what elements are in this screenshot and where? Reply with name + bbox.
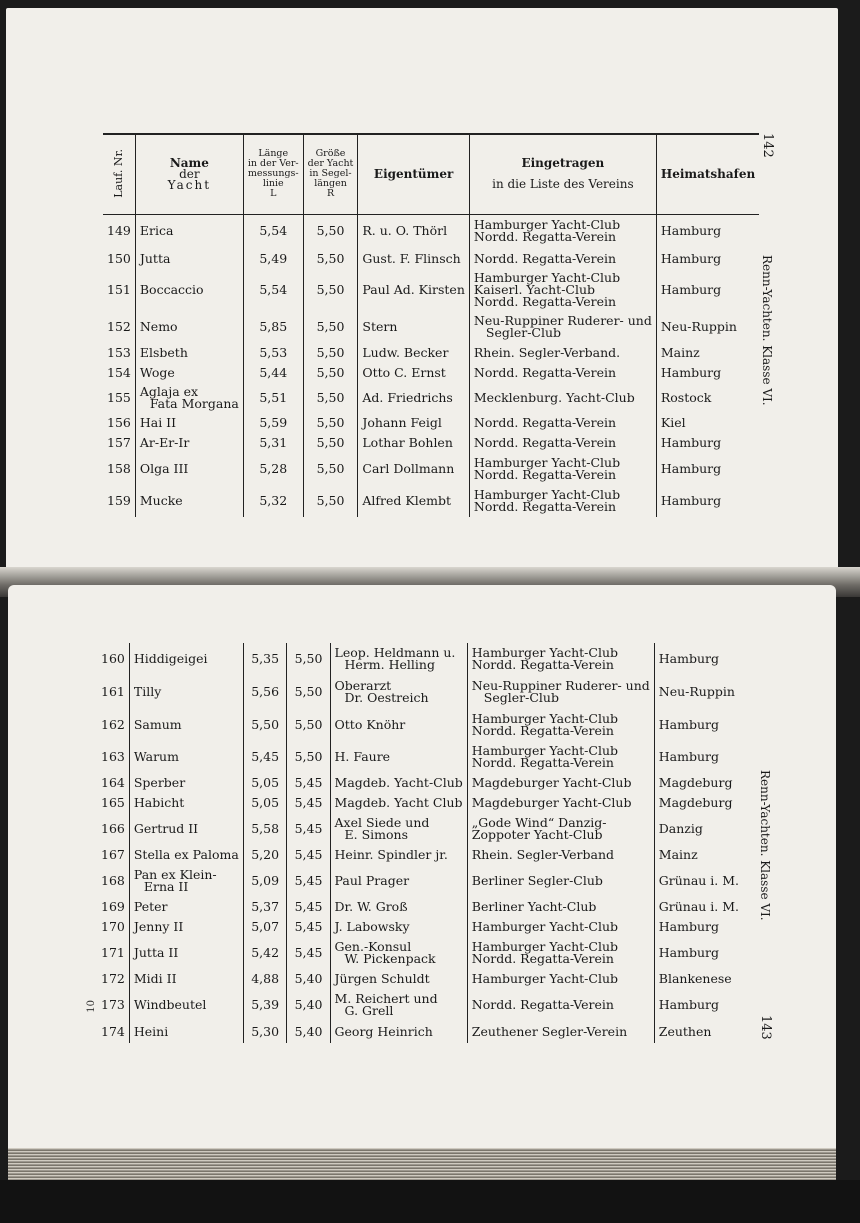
yacht-name-cell: Pan ex Klein- Erna II <box>129 865 243 897</box>
background <box>0 1180 860 1223</box>
yacht-name-cell: Woge <box>135 362 243 383</box>
home-port-cell: Magdeburg <box>658 795 733 810</box>
club-cell: Hamburger Yacht-Club Nordd. Regatta-Verein <box>467 643 654 675</box>
table-row <box>103 453 759 485</box>
length-l-cell: 5,32 <box>243 485 303 517</box>
signature-mark: 10 <box>86 1000 97 1013</box>
length-l-cell: 5,50 <box>243 709 287 741</box>
header-owner: Eigentümer <box>358 134 470 214</box>
table-row <box>97 969 745 989</box>
lauf-nr-cell: 169 <box>97 897 129 917</box>
lauf-nr-cell: 164 <box>97 773 129 793</box>
length-l-cell: 5,54 <box>243 269 303 311</box>
yacht-name-cell: Warum <box>129 741 243 773</box>
home-port-cell: Grünau i. M. <box>658 899 740 914</box>
home-port-cell: Hamburg <box>660 250 722 266</box>
club-cell: Mecklenburg. Yacht-Club <box>469 383 656 413</box>
length-l-cell: 5,07 <box>243 917 287 937</box>
header-length: Länge in der Ver- messungs- linie L <box>243 134 303 214</box>
yacht-name-cell: Peter <box>129 897 243 917</box>
yacht-name-cell: Tilly <box>129 675 243 709</box>
table-row <box>97 845 745 865</box>
length-l-cell: 5,30 <box>243 1021 287 1043</box>
size-r-cell: 5,45 <box>287 793 330 813</box>
lauf-nr-cell: 168 <box>97 865 129 897</box>
length-l-cell: 5,44 <box>243 362 303 383</box>
table-row <box>97 643 745 675</box>
size-r-cell: 5,50 <box>303 383 358 413</box>
owner-cell: Alfred Klembt <box>358 485 470 517</box>
owner-cell: Gen.-Konsul W. Pickenpack <box>330 937 467 969</box>
size-r-cell: 5,45 <box>287 897 330 917</box>
owner-cell: Otto Knöhr <box>330 709 467 741</box>
club-cell: Hamburger Yacht-Club <box>467 917 654 937</box>
home-port-cell: Kiel <box>660 415 686 430</box>
table-row <box>103 248 759 269</box>
owner-cell: Otto C. Ernst <box>358 362 470 383</box>
length-l-cell: 5,05 <box>243 793 287 813</box>
club-cell: Hamburger Yacht-Club Nordd. Regatta-Verein <box>469 453 656 485</box>
home-port-cell: Hamburg <box>658 717 720 732</box>
length-l-cell: 5,51 <box>243 383 303 413</box>
club-cell: Berliner Yacht-Club <box>467 897 654 917</box>
lauf-nr-cell: 174 <box>97 1021 129 1043</box>
running-title-top: Renn-Yachten. Klasse VI. <box>760 255 774 406</box>
yacht-name-cell: Erica <box>135 214 243 248</box>
table-row <box>97 989 745 1021</box>
club-cell: Magdeburger Yacht-Club <box>467 773 654 793</box>
lauf-nr-cell: 160 <box>97 643 129 675</box>
header-port: Heimatshafen <box>656 134 759 214</box>
yacht-name-cell: Gertrud II <box>129 813 243 845</box>
lauf-nr-cell: 162 <box>97 709 129 741</box>
length-l-cell: 4,88 <box>243 969 287 989</box>
size-r-cell: 5,40 <box>287 989 330 1021</box>
home-port-cell: Neu-Ruppin <box>658 684 735 699</box>
lauf-nr-cell: 170 <box>97 917 129 937</box>
size-r-cell: 5,50 <box>287 741 330 773</box>
table-row <box>97 865 745 897</box>
yacht-name-cell: Windbeutel <box>129 989 243 1021</box>
size-r-cell: 5,50 <box>303 413 358 433</box>
table-header <box>103 134 759 214</box>
club-cell: Hamburger Yacht-Club <box>467 969 654 989</box>
home-port-cell: Hamburg <box>660 223 722 239</box>
running-title-bottom: Renn-Yachten. Klasse VI. <box>758 770 772 921</box>
table-row <box>97 1021 745 1043</box>
length-l-cell: 5,42 <box>243 937 287 969</box>
owner-cell: Axel Siede und E. Simons <box>330 813 467 845</box>
table-row <box>103 311 759 343</box>
header-lauf-nr: Lauf. Nr. <box>103 134 135 214</box>
yacht-name-cell: Ar-Er-Ir <box>135 433 243 453</box>
table-row <box>103 343 759 362</box>
home-port-cell: Mainz <box>658 847 698 862</box>
header-size: Größe der Yacht in Segel- längen R <box>303 134 358 214</box>
lauf-nr-cell: 166 <box>97 813 129 845</box>
length-l-cell: 5,05 <box>243 773 287 793</box>
size-r-cell: 5,50 <box>287 709 330 741</box>
home-port-cell: Hamburg <box>658 945 720 960</box>
home-port-cell: Hamburg <box>660 435 722 450</box>
yacht-name-cell: Elsbeth <box>135 343 243 362</box>
header-club: Eingetragen in die Liste des Vereins <box>469 134 656 214</box>
table-row <box>97 675 745 709</box>
yacht-name-cell: Aglaja ex Fata Morgana <box>135 383 243 413</box>
home-port-cell: Magdeburg <box>658 775 733 790</box>
size-r-cell: 5,45 <box>287 865 330 897</box>
club-cell: Zeuthener Segler-Verein <box>467 1021 654 1043</box>
length-l-cell: 5,49 <box>243 248 303 269</box>
size-r-cell: 5,45 <box>287 845 330 865</box>
home-port-cell: Neu-Ruppin <box>660 319 737 334</box>
length-l-cell: 5,35 <box>243 643 287 675</box>
club-cell: Rhein. Segler-Verband <box>467 845 654 865</box>
club-cell: Nordd. Regatta-Verein <box>469 248 656 269</box>
table-row <box>103 362 759 383</box>
club-cell: Berliner Segler-Club <box>467 865 654 897</box>
yacht-name-cell: Boccaccio <box>135 269 243 311</box>
lauf-nr-cell: 159 <box>103 485 135 517</box>
club-cell: „Gode Wind“ Danzig- Zoppoter Yacht-Club <box>467 813 654 845</box>
size-r-cell: 5,50 <box>303 214 358 248</box>
yacht-name-cell: Hiddigeigei <box>129 643 243 675</box>
club-cell: Rhein. Segler-Verband. <box>469 343 656 362</box>
size-r-cell: 5,50 <box>303 362 358 383</box>
length-l-cell: 5,31 <box>243 433 303 453</box>
table-row <box>103 485 759 517</box>
home-port-cell: Grünau i. M. <box>658 873 740 888</box>
size-r-cell: 5,50 <box>303 485 358 517</box>
length-l-cell: 5,59 <box>243 413 303 433</box>
home-port-cell: Hamburg <box>660 493 722 508</box>
owner-cell: M. Reichert und G. Grell <box>330 989 467 1021</box>
club-cell: Hamburger Yacht-Club Kaiserl. Yacht-Club Nordd. Regatta-Verein <box>469 269 656 311</box>
club-cell: Neu-Ruppiner Ruderer- und Segler-Club <box>469 311 656 343</box>
length-l-cell: 5,53 <box>243 343 303 362</box>
lauf-nr-cell: 161 <box>97 675 129 709</box>
club-cell: Hamburger Yacht-Club Nordd. Regatta-Verein <box>467 709 654 741</box>
yacht-name-cell: Jenny II <box>129 917 243 937</box>
owner-cell: Lothar Bohlen <box>358 433 470 453</box>
yacht-name-cell: Heini <box>129 1021 243 1043</box>
owner-cell: Magdeb. Yacht-Club <box>330 773 467 793</box>
size-r-cell: 5,40 <box>287 1021 330 1043</box>
table-row <box>97 897 745 917</box>
size-r-cell: 5,50 <box>303 433 358 453</box>
lauf-nr-cell: 165 <box>97 793 129 813</box>
length-l-cell: 5,45 <box>243 741 287 773</box>
size-r-cell: 5,40 <box>287 969 330 989</box>
owner-cell: Stern <box>358 311 470 343</box>
yacht-name-cell: Hai II <box>135 413 243 433</box>
club-cell: Hamburger Yacht-Club Nordd. Regatta-Verein <box>469 214 656 248</box>
table-row <box>97 773 745 793</box>
lauf-nr-cell: 150 <box>103 248 135 269</box>
club-cell: Nordd. Regatta-Verein <box>469 413 656 433</box>
length-l-cell: 5,20 <box>243 845 287 865</box>
owner-cell: Paul Ad. Kirsten <box>358 269 470 311</box>
club-cell: Neu-Ruppiner Ruderer- und Segler-Club <box>467 675 654 709</box>
yacht-name-cell: Jutta II <box>129 937 243 969</box>
yacht-name-cell: Sperber <box>129 773 243 793</box>
lauf-nr-cell: 158 <box>103 453 135 485</box>
table-row <box>103 433 759 453</box>
table-row <box>97 709 745 741</box>
owner-cell: Georg Heinrich <box>330 1021 467 1043</box>
table-row <box>97 813 745 845</box>
size-r-cell: 5,50 <box>303 248 358 269</box>
home-port-cell: Zeuthen <box>658 1024 712 1039</box>
home-port-cell: Hamburg <box>658 997 720 1012</box>
owner-cell: Paul Prager <box>330 865 467 897</box>
owner-cell: Ludw. Becker <box>358 343 470 362</box>
home-port-cell: Hamburg <box>660 282 722 297</box>
owner-cell: Ad. Friedrichs <box>358 383 470 413</box>
yacht-name-cell: Midi II <box>129 969 243 989</box>
lauf-nr-cell: 157 <box>103 433 135 453</box>
club-cell: Nordd. Regatta-Verein <box>469 362 656 383</box>
size-r-cell: 5,45 <box>287 773 330 793</box>
lauf-nr-cell: 171 <box>97 937 129 969</box>
table-row <box>103 383 759 413</box>
yacht-name-cell: Jutta <box>135 248 243 269</box>
home-port-cell: Mainz <box>660 344 700 360</box>
table-row <box>103 269 759 311</box>
size-r-cell: 5,50 <box>287 675 330 709</box>
home-port-cell: Blankenese <box>658 971 732 986</box>
home-port-cell: Hamburg <box>660 364 722 380</box>
length-l-cell: 5,39 <box>243 989 287 1021</box>
club-cell: Nordd. Regatta-Verein <box>469 433 656 453</box>
owner-cell: Jürgen Schuldt <box>330 969 467 989</box>
header-name: Name der Yacht <box>135 134 243 214</box>
size-r-cell: 5,50 <box>303 453 358 485</box>
length-l-cell: 5,56 <box>243 675 287 709</box>
lauf-nr-cell: 163 <box>97 741 129 773</box>
lauf-nr-cell: 153 <box>103 343 135 362</box>
owner-cell: Dr. W. Groß <box>330 897 467 917</box>
home-port-cell: Hamburg <box>658 651 720 666</box>
length-l-cell: 5,37 <box>243 897 287 917</box>
table-row <box>97 917 745 937</box>
size-r-cell: 5,50 <box>303 343 358 362</box>
lauf-nr-cell: 156 <box>103 413 135 433</box>
owner-cell: Heinr. Spindler jr. <box>330 845 467 865</box>
table-row <box>97 937 745 969</box>
yacht-table-top <box>103 133 759 517</box>
lauf-nr-cell: 172 <box>97 969 129 989</box>
home-port-cell: Danzig <box>658 821 703 836</box>
table-row <box>97 793 745 813</box>
page-edges <box>8 1148 836 1180</box>
owner-cell: Johann Feigl <box>358 413 470 433</box>
table-row <box>97 741 745 773</box>
size-r-cell: 5,45 <box>287 813 330 845</box>
lauf-nr-cell: 151 <box>103 269 135 311</box>
length-l-cell: 5,58 <box>243 813 287 845</box>
yacht-name-cell: Samum <box>129 709 243 741</box>
size-r-cell: 5,45 <box>287 917 330 937</box>
home-port-cell: Hamburg <box>658 919 720 934</box>
yacht-name-cell: Habicht <box>129 793 243 813</box>
page-number-bottom: 143 <box>758 1015 773 1040</box>
size-r-cell: 5,45 <box>287 937 330 969</box>
yacht-table-bottom <box>97 643 745 1043</box>
size-r-cell: 5,50 <box>303 269 358 311</box>
home-port-cell: Hamburg <box>658 749 720 764</box>
home-port-cell: Hamburg <box>660 461 722 476</box>
size-r-cell: 5,50 <box>303 311 358 343</box>
club-cell: Hamburger Yacht-Club Nordd. Regatta-Verein <box>467 937 654 969</box>
lauf-nr-cell: 152 <box>103 311 135 343</box>
lauf-nr-cell: 155 <box>103 383 135 413</box>
owner-cell: Leop. Heldmann u. Herm. Helling <box>330 643 467 675</box>
club-cell: Hamburger Yacht-Club Nordd. Regatta-Verein <box>469 485 656 517</box>
home-port-cell: Rostock <box>660 390 712 405</box>
owner-cell: Carl Dollmann <box>358 453 470 485</box>
club-cell: Nordd. Regatta-Verein <box>467 989 654 1021</box>
yacht-name-cell: Nemo <box>135 311 243 343</box>
owner-cell: H. Faure <box>330 741 467 773</box>
length-l-cell: 5,28 <box>243 453 303 485</box>
page-number-top: 142 <box>760 133 775 158</box>
yacht-name-cell: Mucke <box>135 485 243 517</box>
length-l-cell: 5,54 <box>243 214 303 248</box>
size-r-cell: 5,50 <box>287 643 330 675</box>
lauf-nr-cell: 149 <box>103 214 135 248</box>
yacht-name-cell: Olga III <box>135 453 243 485</box>
club-cell: Magdeburger Yacht-Club <box>467 793 654 813</box>
owner-cell: J. Labowsky <box>330 917 467 937</box>
lauf-nr-cell: 167 <box>97 845 129 865</box>
table-row <box>103 214 759 248</box>
owner-cell: Gust. F. Flinsch <box>358 248 470 269</box>
lauf-nr-cell: 173 <box>97 989 129 1021</box>
yacht-name-cell: Stella ex Paloma <box>129 845 243 865</box>
lauf-nr-cell: 154 <box>103 362 135 383</box>
owner-cell: Oberarzt Dr. Oestreich <box>330 675 467 709</box>
owner-cell: R. u. O. Thörl <box>358 214 470 248</box>
club-cell: Hamburger Yacht-Club Nordd. Regatta-Verein <box>467 741 654 773</box>
owner-cell: Magdeb. Yacht Club <box>330 793 467 813</box>
length-l-cell: 5,09 <box>243 865 287 897</box>
table-row <box>103 413 759 433</box>
length-l-cell: 5,85 <box>243 311 303 343</box>
